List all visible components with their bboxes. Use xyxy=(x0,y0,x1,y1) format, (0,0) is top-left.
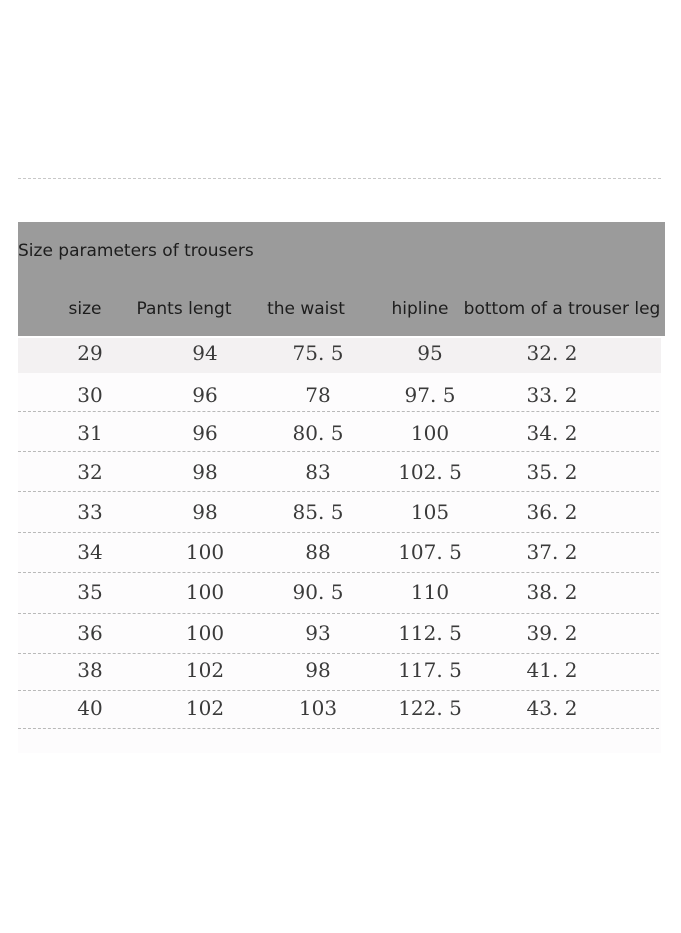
table-cell: 38. 2 xyxy=(526,580,578,604)
table-cell: 33 xyxy=(77,500,103,524)
table-cell: 102. 5 xyxy=(398,460,462,484)
table-cell: 88 xyxy=(305,540,331,564)
table-cell: 93 xyxy=(305,621,331,645)
table-cell: 83 xyxy=(305,460,331,484)
table-header xyxy=(18,222,665,336)
table-cell: 105 xyxy=(410,500,450,524)
top-divider xyxy=(18,178,661,179)
table-cell: 38 xyxy=(77,658,103,682)
table-cell: 40 xyxy=(77,696,103,720)
row-divider xyxy=(18,613,659,614)
table-cell: 39. 2 xyxy=(526,621,578,645)
table-cell: 30 xyxy=(77,383,103,407)
row-divider xyxy=(18,411,659,412)
table-cell: 117. 5 xyxy=(398,658,462,682)
table-cell: 96 xyxy=(192,383,218,407)
table-cell: 95 xyxy=(417,341,443,365)
table-cell: 98 xyxy=(192,500,218,524)
table-cell: 35. 2 xyxy=(526,460,578,484)
table-cell: 43. 2 xyxy=(526,696,578,720)
table-cell: 80. 5 xyxy=(292,421,344,445)
table-cell: 98 xyxy=(305,658,331,682)
row-divider xyxy=(18,532,659,533)
row-divider xyxy=(18,491,659,492)
table-cell: 35 xyxy=(77,580,103,604)
table-cell: 33. 2 xyxy=(526,383,578,407)
header-hipline: hipline xyxy=(391,299,449,319)
table-cell: 110 xyxy=(410,580,450,604)
table-cell: 36 xyxy=(77,621,103,645)
header-waist: the waist xyxy=(267,299,345,319)
table-cell: 31 xyxy=(77,421,103,445)
table-cell: 78 xyxy=(305,383,331,407)
header-pants-length: Pants lengt xyxy=(136,299,232,319)
table-cell: 34. 2 xyxy=(526,421,578,445)
table-cell: 102 xyxy=(185,658,225,682)
table-cell: 34 xyxy=(77,540,103,564)
header-trouser-leg-bottom: bottom of a trouser leg xyxy=(463,299,661,319)
table-cell: 97. 5 xyxy=(404,383,456,407)
header-size: size xyxy=(68,299,102,319)
table-cell: 96 xyxy=(192,421,218,445)
table-cell: 94 xyxy=(192,341,218,365)
row-divider xyxy=(18,728,659,729)
table-cell: 98 xyxy=(192,460,218,484)
table-cell: 29 xyxy=(77,341,103,365)
table-title: Size parameters of trousers xyxy=(18,241,254,261)
table-cell: 122. 5 xyxy=(398,696,462,720)
table-cell: 100 xyxy=(185,580,225,604)
row-divider xyxy=(18,653,659,654)
table-cell: 85. 5 xyxy=(292,500,344,524)
table-cell: 100 xyxy=(185,621,225,645)
row-divider xyxy=(18,690,659,691)
table-cell: 112. 5 xyxy=(398,621,462,645)
table-cell: 90. 5 xyxy=(292,580,344,604)
row-divider xyxy=(18,451,659,452)
table-cell: 103 xyxy=(298,696,338,720)
table-cell: 100 xyxy=(410,421,450,445)
table-cell: 75. 5 xyxy=(292,341,344,365)
table-cell: 37. 2 xyxy=(526,540,578,564)
row-divider xyxy=(18,572,659,573)
table-cell: 41. 2 xyxy=(526,658,578,682)
table-cell: 100 xyxy=(185,540,225,564)
table-cell: 102 xyxy=(185,696,225,720)
table-cell: 36. 2 xyxy=(526,500,578,524)
table-cell: 107. 5 xyxy=(398,540,462,564)
table-cell: 32 xyxy=(77,460,103,484)
table-cell: 32. 2 xyxy=(526,341,578,365)
